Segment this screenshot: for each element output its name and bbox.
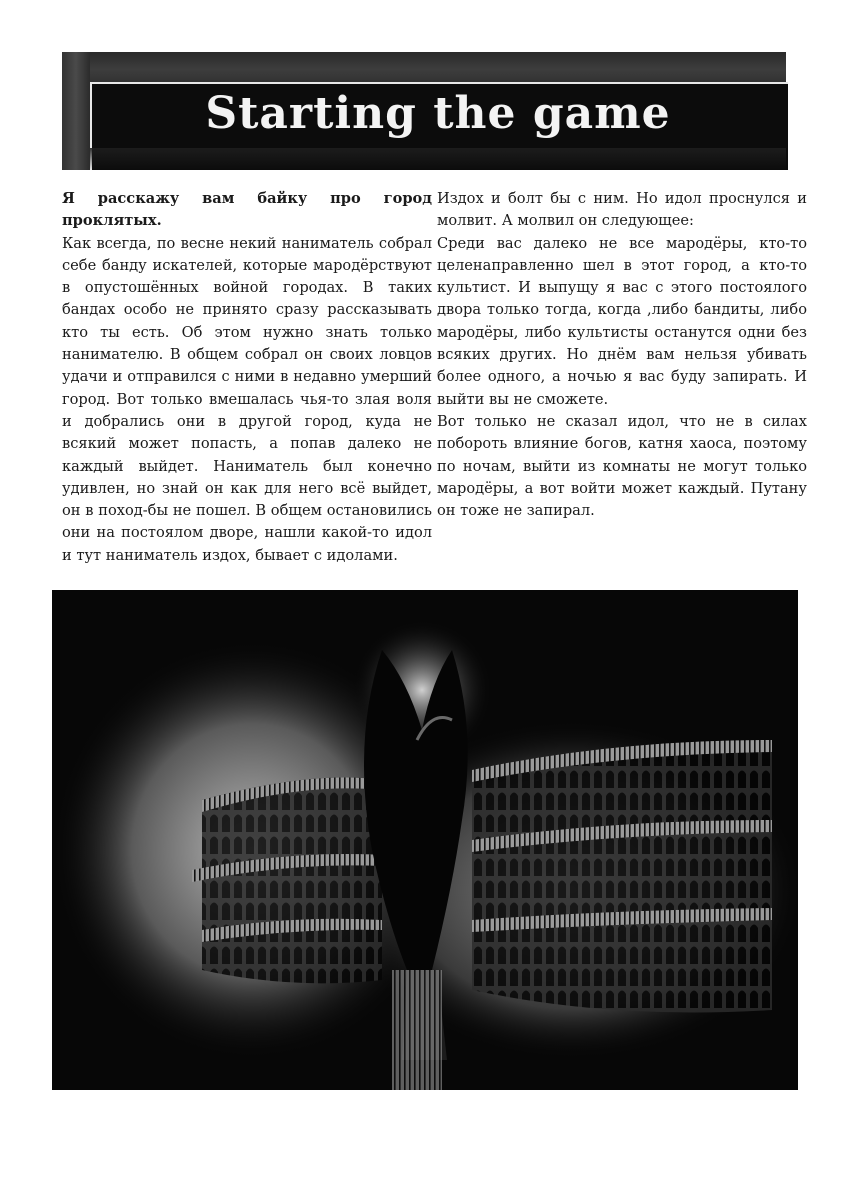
page-title: Starting the game: [205, 88, 671, 139]
paragraph: Среди вас далеко не все мародёры, кто-то целенаправленно шел в этот город, а кто-то культист. И выпущу я вас с этого постоялого двора только тогда, когда ,либо бандиты, либо мародёры, либо культисты останутся одни без всяких других. Но днём вам нельзя убивать более одного, а ночью я вас буду запирать. И выйти вы не сможете.: [437, 234, 807, 408]
lead-sentence: Я расскажу вам байку про город проклятых.: [62, 190, 432, 230]
paragraph: Вот только не сказал идол, что не в силах побороть влияние богов, катня хаоса, поэтому по ночам, выйти из комнаты не могут только мародёры, а вот войти может каждый. Путану он тоже не запирал.: [437, 412, 807, 520]
paragraph: Как всегда, по весне некий наниматель собрал себе банду искателей, которые мародёрствуют в опустошённых войной городах. В таких бандах особо не принято сразу рассказывать кто ты есть. Об этом нужно знать только нанимателю. В общем собрал он своих ловцов удачи и отправился с ними в недавно умерший город. Вот только вмешалась чья-то злая воля и добрались они в другой город, куда не всякий может попасть, а попав далеко не каждый выйдет. Наниматель был конечно удивлен, но знай он как для него всё выйдет, он в поход-бы не пошел. В общем остановились они на постоялом дворе, нашли какой-то идол и тут наниматель издох, бывает с идолами.: [62, 234, 432, 564]
illustration-drawing: [52, 590, 798, 1090]
right-column: [437, 188, 807, 522]
illustration: [52, 590, 798, 1090]
tower: [392, 970, 442, 1090]
banner-edge: [62, 52, 90, 170]
title-banner: [62, 52, 786, 170]
story-text: [62, 188, 808, 568]
city-left: [192, 778, 382, 984]
paragraph: Издох и болт бы с ним. Но идол проснулся и молвит. А молвил он следующее:: [437, 190, 807, 230]
city-right: [472, 740, 772, 1013]
banner-fade: [90, 148, 786, 170]
left-column: [62, 188, 432, 567]
